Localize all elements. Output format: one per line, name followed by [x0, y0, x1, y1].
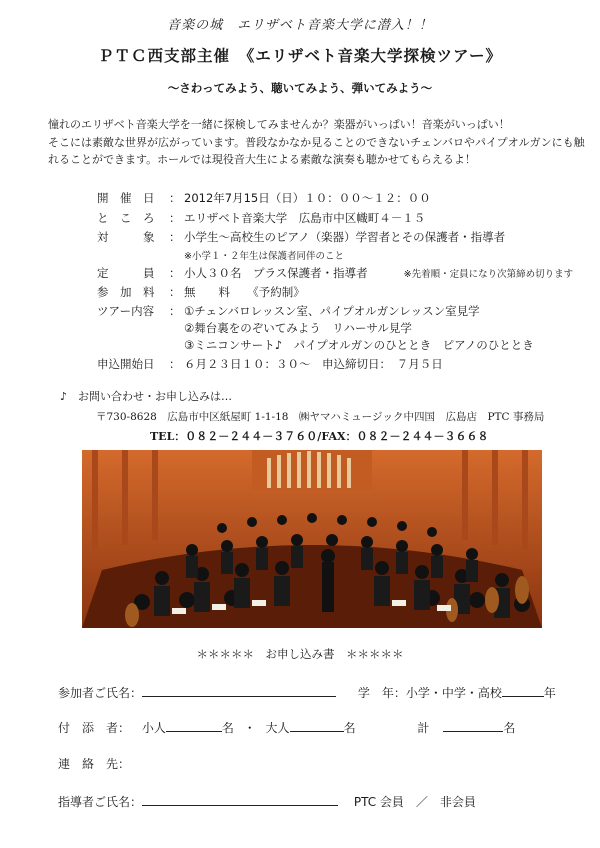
- adult-label: 大人: [265, 721, 290, 735]
- grade-label: 学 年：: [357, 686, 406, 700]
- page-title: ＰＴＣ西支部主催 《エリザベト音楽大学探検ツアー》: [98, 47, 502, 65]
- detail-fee: 参 加 料 ： 無 料 《予約制》: [97, 285, 305, 299]
- detail-target: 対 象 ： 小学生～高校生のピアノ（楽器）学習者とその保護者・指導者: [97, 230, 506, 244]
- capacity-label: 定 員: [97, 266, 155, 280]
- place-value: エリザベト音楽大学 広島市中区幟町４－１５: [184, 211, 426, 225]
- intro-paragraph: [48, 116, 585, 169]
- contact-label: 連 絡 先：: [58, 757, 131, 771]
- target-label: 対 象: [97, 230, 155, 244]
- form-heading: ＊＊＊＊＊ お申し込み書 ＊＊＊＊＊: [196, 647, 404, 661]
- orchestra-photo: [82, 450, 542, 628]
- total-unit: 名: [503, 721, 516, 735]
- adult-count-field[interactable]: [290, 718, 344, 732]
- companion-label: 付 添 者：: [58, 721, 131, 735]
- header-kicker: 音楽の城 エリザベト音楽大学に潜入！！: [167, 18, 433, 33]
- form-row-companion: [58, 718, 515, 736]
- detail-place: と こ ろ ： エリザベト音楽大学 広島市中区幟町４－１５: [97, 211, 426, 225]
- companion-separator: ・: [243, 721, 256, 735]
- total-count-field[interactable]: [443, 718, 503, 732]
- tour-item: ②舞台裏をのぞいてみよう リハーサル見学: [184, 321, 412, 335]
- child-unit: 名: [221, 721, 234, 735]
- form-row-teacher: [58, 792, 476, 810]
- participant-name-label: 参加者ご氏名：: [58, 686, 143, 700]
- detail-capacity: 定 員 ： 小人３０名 プラス保護者・指導者 ※先着順・定員になり次第締め切ります: [97, 266, 574, 280]
- grade-field[interactable]: [502, 683, 544, 697]
- grade-options[interactable]: 小学・中学・高校: [405, 686, 502, 700]
- target-value: 小学生～高校生のピアノ（楽器）学習者とその保護者・指導者: [184, 230, 506, 244]
- tagline: ～さわってみよう、聴いてみよう、弾いてみよう～: [167, 81, 433, 95]
- tour-label: ツアー内容: [97, 304, 155, 318]
- detail-apply: 申込開始日 ： ６月２３日１０：３０～ 申込締切日： ７月５日: [97, 357, 443, 371]
- tour-item: ①チェンバロレッスン室、パイプオルガンレッスン室見学: [184, 304, 480, 318]
- fee-value: 無 料 《予約制》: [184, 285, 305, 299]
- child-count-field[interactable]: [166, 718, 222, 732]
- tour-item: ③ミニコンサート♪ パイプオルガンのひととき ピアノのひととき: [184, 338, 534, 352]
- date-value: 2012年7月15日（日）１０：００～１２：００: [184, 191, 431, 205]
- date-label: 開 催 日: [97, 191, 155, 205]
- contact-address: 〒730-8628 広島市中区紙屋町 1-1-18 ㈱ヤマハミュージック中四国 広島店 PTC 事務局: [96, 411, 545, 423]
- contact-phone: TEL：０８２－２４４－３７６０/FAX：０８２－２４４－３６６８: [150, 430, 489, 443]
- detail-date: 開 催 日 ： 2012年7月15日（日）１０：００～１２：００: [97, 191, 431, 205]
- capacity-value: 小人３０名 プラス保護者・指導者: [184, 266, 368, 280]
- place-label: と こ ろ: [97, 211, 155, 225]
- teacher-name-label: 指導者ご氏名：: [58, 795, 143, 809]
- apply-value: ６月２３日１０：３０～ 申込締切日： ７月５日: [184, 357, 443, 371]
- intro-line: そこには素敵な世界が広がっています。普段なかなか見ることのできないチェンバロやパイプオルガンにも触: [48, 135, 585, 149]
- orchestra-illustration: [82, 450, 542, 628]
- detail-tour: ツアー内容 ： ①チェンバロレッスン室、パイプオルガンレッスン室見学: [97, 304, 480, 318]
- contact-heading: ♪ お問い合わせ・お申し込みは…: [60, 390, 233, 403]
- form-row-contact: [58, 755, 130, 772]
- child-label: 小人: [141, 721, 166, 735]
- adult-unit: 名: [343, 721, 356, 735]
- intro-line: 憧れのエリザベト音楽大学を一緒に探検してみませんか？楽器がいっぱい！音楽がいっぱい！: [48, 118, 510, 131]
- apply-label: 申込開始日: [97, 357, 155, 371]
- form-row-participant: [58, 683, 556, 701]
- fee-label: 参 加 料: [97, 285, 155, 299]
- total-label: 計: [417, 721, 430, 735]
- target-note: ※小学１・２年生は保護者同伴のこと: [184, 251, 344, 262]
- teacher-name-field[interactable]: [142, 792, 338, 806]
- capacity-note: ※先着順・定員になり次第締め切ります: [403, 269, 574, 280]
- grade-suffix: 年: [543, 686, 556, 700]
- participant-name-field[interactable]: [142, 683, 336, 697]
- intro-line: れることができます。ホールでは現役音大生による素敵な演奏も聴かせてもらえるよ！: [48, 153, 476, 166]
- member-status[interactable]: PTC 会員 ／ 非会員: [353, 795, 476, 809]
